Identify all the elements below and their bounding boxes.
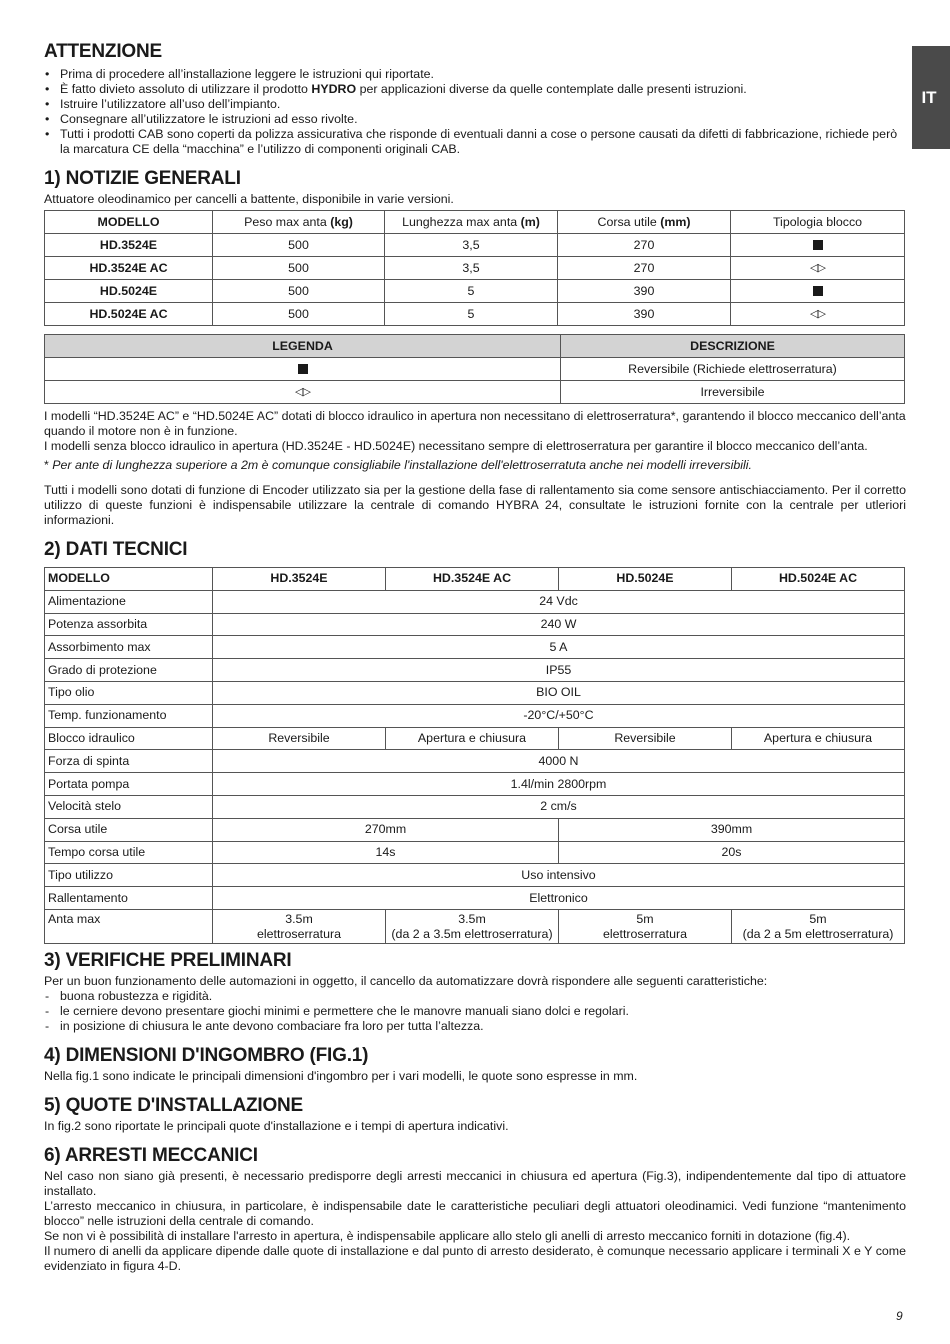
- list-item: • Istruire l’utilizzatore all’uso dell’impianto.: [44, 97, 906, 112]
- row-value: -20°C/+50°C: [213, 704, 905, 727]
- row-value: 240 W: [213, 613, 905, 636]
- row-value: 20s: [559, 841, 905, 864]
- cell-blocco: [731, 303, 905, 326]
- cell-corsa: 270: [558, 257, 731, 280]
- col-descrizione: DESCRIZIONE: [561, 335, 905, 358]
- col-modello: MODELLO: [45, 568, 213, 591]
- table-row: [45, 381, 905, 404]
- row-value: 270mm: [213, 818, 559, 841]
- cell-symbol: [45, 358, 561, 381]
- table-row: [45, 909, 905, 943]
- table-row: [45, 727, 905, 750]
- row-value: 4000 N: [213, 750, 905, 773]
- table-row: [45, 704, 905, 727]
- table-row: [45, 750, 905, 773]
- col-hd5024e: HD.5024E: [559, 568, 732, 591]
- cell-blocco: [731, 257, 905, 280]
- models-table: [44, 210, 905, 326]
- page-number: 9: [896, 1309, 903, 1323]
- col-hd5024eac: HD.5024E AC: [732, 568, 905, 591]
- list-item: - le cerniere devono presentare giochi minimi e permettere che le manovre manuali siano dolci e regolari.: [44, 1004, 906, 1019]
- arresti-p3: Se non vi è possibilità di installare l'arresto in apertura, è indispensabile applicare allo stelo gli anelli di arresto meccanico forniti in dotazione (fig.4).: [44, 1228, 851, 1243]
- table-row: [45, 257, 905, 280]
- row-value: BIO OIL: [213, 681, 905, 704]
- row-label: Tipo utilizzo: [45, 864, 213, 887]
- notizie-intro: Attuatore oleodinamico per cancelli a battente, disponibile in varie versioni.: [44, 192, 454, 206]
- cell-desc: Irreversibile: [561, 381, 905, 404]
- dati-title: 2) DATI TECNICI: [44, 539, 188, 560]
- row-value: 390mm: [559, 818, 905, 841]
- list-item: • Tutti i prodotti CAB sono coperti da polizza assicurativa che risponde di eventuali danni a cose o persone causati da difetti di fabbricazione, richiede però la marcatura CE della “macchina” e l’utilizzo di componenti originali CAB.: [44, 127, 906, 157]
- list-item: • Consegnare all’utilizzatore le istruzioni ad esso rivolte.: [44, 112, 906, 127]
- cell-model: HD.3524E AC: [45, 257, 213, 280]
- cell-blocco: [731, 280, 905, 303]
- cell-lunghezza: 3,5: [385, 234, 558, 257]
- cell-peso: 500: [213, 280, 385, 303]
- row-label: Potenza assorbita: [45, 613, 213, 636]
- col-tipologia: Tipologia blocco: [731, 211, 905, 234]
- row-label: Tipo olio: [45, 681, 213, 704]
- row-value: 24 Vdc: [213, 590, 905, 613]
- row-label: Alimentazione: [45, 590, 213, 613]
- row-value: Apertura e chiusura: [386, 727, 559, 750]
- arresti-p1: Nel caso non siano già presenti, è necessario predisporre degli arresti meccanici in chiusura ed apertura (Fig.3), indipendentemente dal tipo di attuatore installato.: [44, 1168, 906, 1198]
- dimensioni-text: Nella fig.1 sono indicate le principali dimensioni d'ingombro per i vari modelli, le quote sono espresse in mm.: [44, 1068, 638, 1083]
- col-legenda: LEGENDA: [45, 335, 561, 358]
- row-value: 14s: [213, 841, 559, 864]
- row-value: 5m (da 2 a 5m elettroserratura): [732, 909, 905, 943]
- quote-text: In fig.2 sono riportate le principali quote d'installazione e i tempi di apertura indicativi.: [44, 1118, 509, 1133]
- quote-title: 5) QUOTE D'INSTALLAZIONE: [44, 1094, 304, 1116]
- row-value: 2 cm/s: [213, 795, 905, 818]
- cell-corsa: 270: [558, 234, 731, 257]
- table-row: [45, 358, 905, 381]
- cell-corsa: 390: [558, 303, 731, 326]
- row-label: Tempo corsa utile: [45, 841, 213, 864]
- table-row: [45, 887, 905, 910]
- attenzione-title: ATTENZIONE: [44, 41, 162, 62]
- verifiche-list: [44, 989, 906, 1034]
- table-row: [45, 613, 905, 636]
- row-value: 5 A: [213, 636, 905, 659]
- table-row: [45, 818, 905, 841]
- notizie-para3: Tutti i modelli sono dotati di funzione di Encoder utilizzato sia per la gestione della fase di rallentamento sia come sensore antischiacciamento. Per il corretto utilizzo di queste funzioni è indispensabile utilizzare la centrale di comando HYBRA 24, consultate le istruzioni fornite con la centrale per utleriori informazioni.: [44, 483, 906, 527]
- row-label: Grado di protezione: [45, 659, 213, 682]
- col-lunghezza: Lunghezza max anta (m): [385, 211, 558, 234]
- col-peso: Peso max anta (kg): [213, 211, 385, 234]
- double-triangle-icon: ◁▷: [810, 262, 825, 274]
- cell-peso: 500: [213, 257, 385, 280]
- row-value: 3.5m (da 2 a 3.5m elettroserratura): [386, 909, 559, 943]
- table-header-row: [45, 335, 905, 358]
- cell-peso: 500: [213, 303, 385, 326]
- tech-table: [44, 567, 905, 944]
- square-block-icon: [813, 286, 823, 296]
- row-label: Temp. funzionamento: [45, 704, 213, 727]
- col-corsa: Corsa utile (mm): [558, 211, 731, 234]
- row-value: Uso intensivo: [213, 864, 905, 887]
- cell-peso: 500: [213, 234, 385, 257]
- arresti-p2: L’arresto meccanico in chiusura, in particolare, è indispensabile date le caratteristiche peculiari degli attuatori oleodinamici. Vedi funzione “mantenimento blocco” nelle istruzioni della centrale di comando.: [44, 1198, 906, 1228]
- arresti-p4: Il numero di anelli da applicare dipende dalle quote di installazione e dal punto di arresto desiderato, è comunque necessario applicare i terminali X e Y come evidenziato in figura 4-D.: [44, 1243, 906, 1273]
- row-value: Reversibile: [213, 727, 386, 750]
- table-row: [45, 234, 905, 257]
- list-item: - in posizione di chiusura le ante devono combaciare fra loro per tutta l’altezza.: [44, 1019, 906, 1034]
- col-hd3524eac: HD.3524E AC: [386, 568, 559, 591]
- legend-table: [44, 334, 905, 404]
- attenzione-list: [44, 67, 906, 157]
- row-label: Velocità stelo: [45, 795, 213, 818]
- row-value: 5m elettroserratura: [559, 909, 732, 943]
- table-row: [45, 303, 905, 326]
- table-row: [45, 681, 905, 704]
- list-item: • Prima di procedere all’installazione leggere le istruzioni qui riportate.: [44, 67, 906, 82]
- table-row: [45, 841, 905, 864]
- row-label: Blocco idraulico: [45, 727, 213, 750]
- list-item: • È fatto divieto assoluto di utilizzare il prodotto HYDRO per applicazioni diverse da quelle contemplate dalle presenti istruzioni.: [44, 82, 906, 97]
- table-row: [45, 773, 905, 796]
- cell-model: HD.5024E AC: [45, 303, 213, 326]
- row-label: Anta max: [45, 909, 213, 943]
- notizie-note: * Per ante di lunghezza superiore a 2m è comunque consigliabile l'installazione dell'elettroserratuta anche nei modelli irreversibili.: [44, 458, 752, 472]
- list-item: - buona robustezza e rigidità.: [44, 989, 906, 1004]
- verifiche-intro: Per un buon funzionamento delle automazioni in oggetto, il cancello da automatizzare dovrà rispondere alle seguenti caratteristiche:: [44, 973, 768, 988]
- cell-lunghezza: 5: [385, 280, 558, 303]
- row-value: Apertura e chiusura: [732, 727, 905, 750]
- square-block-icon: [813, 240, 823, 250]
- cell-corsa: 390: [558, 280, 731, 303]
- row-value: 1.4l/min 2800rpm: [213, 773, 905, 796]
- row-value: IP55: [213, 659, 905, 682]
- page-content: [44, 40, 906, 1274]
- table-row: [45, 864, 905, 887]
- table-row: [45, 590, 905, 613]
- row-value: Elettronico: [213, 887, 905, 910]
- notizie-para2: I modelli senza blocco idraulico in apertura (HD.3524E - HD.5024E) necessitano sempre di elettroserratura per garantire il blocco meccanico dell’anta.: [44, 439, 868, 453]
- notizie-title: 1) NOTIZIE GENERALI: [44, 168, 241, 189]
- notizie-para1: I modelli “HD.3524E AC” e “HD.5024E AC” dotati di blocco idraulico in apertura non necessitano di elettroserratura*, garantendo il blocco meccanico dell’anta quando il motore non è in funzione.: [44, 409, 906, 438]
- row-value: 3.5m elettroserratura: [213, 909, 386, 943]
- row-label: Corsa utile: [45, 818, 213, 841]
- table-row: [45, 795, 905, 818]
- row-label: Portata pompa: [45, 773, 213, 796]
- cell-lunghezza: 3,5: [385, 257, 558, 280]
- row-value: Reversibile: [559, 727, 732, 750]
- arresti-title: 6) ARRESTI MECCANICI: [44, 1144, 258, 1166]
- cell-lunghezza: 5: [385, 303, 558, 326]
- cell-symbol: [45, 381, 561, 404]
- col-modello: MODELLO: [45, 211, 213, 234]
- square-block-icon: [298, 364, 308, 374]
- cell-blocco: [731, 234, 905, 257]
- cell-model: HD.5024E: [45, 280, 213, 303]
- table-row: [45, 659, 905, 682]
- table-row: [45, 280, 905, 303]
- verifiche-title: 3) VERIFICHE PRELIMINARI: [44, 949, 292, 971]
- table-header-row: [45, 568, 905, 591]
- row-label: Forza di spinta: [45, 750, 213, 773]
- double-triangle-icon: ◁▷: [295, 386, 310, 398]
- col-hd3524e: HD.3524E: [213, 568, 386, 591]
- table-row: [45, 636, 905, 659]
- cell-model: HD.3524E: [45, 234, 213, 257]
- double-triangle-icon: ◁▷: [810, 308, 825, 320]
- language-tab: IT: [912, 46, 950, 149]
- row-label: Assorbimento max: [45, 636, 213, 659]
- dimensioni-title: 4) DIMENSIONI D'INGOMBRO (FIG.1): [44, 1044, 369, 1066]
- cell-desc: Reversibile (Richiede elettroserratura): [561, 358, 905, 381]
- row-label: Rallentamento: [45, 887, 213, 910]
- table-header-row: [45, 211, 905, 234]
